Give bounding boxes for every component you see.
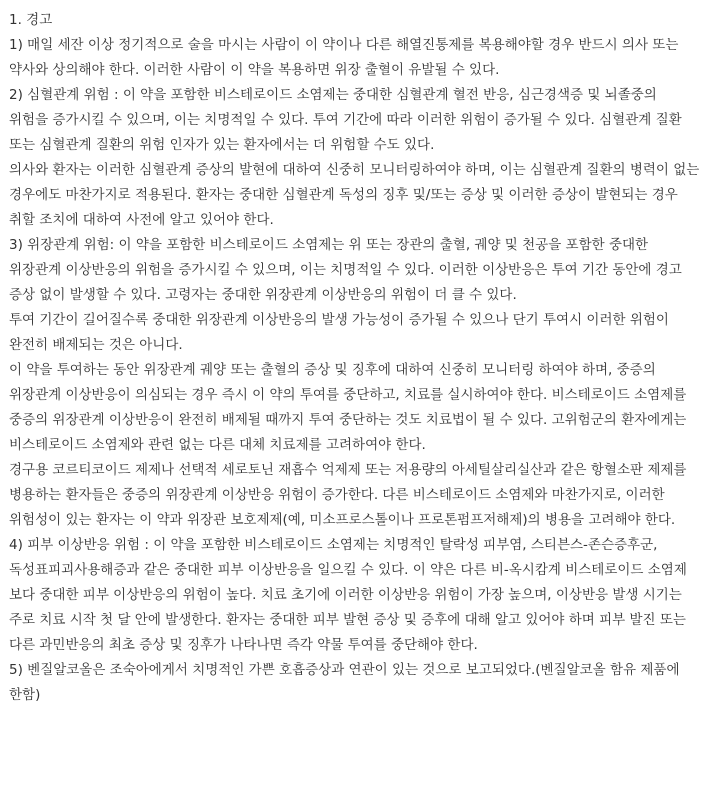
warning-item-cardiovascular: 2) 심혈관계 위험 : 이 약을 포함한 비스테로이드 소염제는 중대한 심혈관계 혈전 반응, 심근경색증 및 뇌졸중의 위험을 증가시킬 수 있으며, 이는 치명적일 수 있다. 투여 기간에 따라 이러한 위험이 증가될 수 있다. 심혈관계 질환 또는 심혈관계 질환의 위험 인자가 있는 환자에서는 더 위험할 수도 있다. [9,87,682,153]
gastrointestinal-monitoring-paragraph: 이 약을 투여하는 동안 위장관계 궤양 또는 출혈의 증상 및 징후에 대하여 신중히 모니터링 하여야 하며, 중증의 위장관계 이상반응이 의심되는 경우 즉시 이 약의 투여를 중단하고, 치료를 실시하여야 한다. 비스테로이드 소염제를 중증의 위장관계 이상반응이 완전히 배제될 때까지 투여 중단하는 것도 치료법이 될 수 있다. 고위험군의 환자에게는 비스테로이드 소염제와 관련 없는 다른 대체 치료제를 고려하여야 한다. [9,362,687,453]
combination-therapy-paragraph: 경구용 코르티코이드 제제나 선택적 세로토닌 재흡수 억제제 또는 저용량의 아세틸살리실산과 같은 항혈소판 제제를 병용하는 환자들은 중증의 위장관계 이상반응 위험이 증가한다. 다른 비스테로이드 소염제와 마찬가지로, 이러한 위험성이 있는 환자는 이 약과 위장관 보호제제(예, 미소프로스톨이나 프로톤펌프저해제)의 병용을 고려해야 한다. [9,462,687,528]
warning-item-alcohol: 1) 매일 세잔 이상 정기적으로 술을 마시는 사람이 이 약이나 다른 해열진통제를 복용해야할 경우 반드시 의사 또는 약사와 상의해야 한다. 이러한 사람이 이 약을 복용하면 위장 출혈이 유발될 수 있다. [9,37,679,78]
warning-item-benzyl-alcohol: 5) 벤질알코올은 조숙아에게서 치명적인 가쁜 호흡증상과 연관이 있는 것으로 보고되었다.(벤질알코올 함유 제품에 한함) [9,662,680,703]
gastrointestinal-duration-paragraph: 투여 기간이 길어질수록 중대한 위장관계 이상반응의 발생 가능성이 증가될 수 있으나 단기 투여시 이러한 위험이 완전히 배제되는 것은 아니다. [9,312,669,353]
section-heading: 1. 경고 [9,12,53,28]
warning-item-gastrointestinal: 3) 위장관계 위험: 이 약을 포함한 비스테로이드 소염제는 위 또는 장관의 출혈, 궤양 및 천공을 포함한 중대한 위장관계 이상반응의 위험을 증가시킬 수 있으며, 이는 치명적일 수 있다. 이러한 이상반응은 투여 기간 동안에 경고 증상 없이 발생할 수 있다. 고령자는 중대한 위장관계 이상반응의 위험이 더 클 수 있다. [9,237,682,303]
warning-item-skin: 4) 피부 이상반응 위험 : 이 약을 포함한 비스테로이드 소염제는 치명적인 탈락성 피부염, 스티븐스-존슨증후군, 독성표피괴사용해증과 같은 중대한 피부 이상반응을 일으킬 수 있다. 이 약은 다른 비-옥시캄계 비스테로이드 소염제 보다 중대한 피부 이상반응의 위험이 높다. 치료 초기에 이러한 이상반응 위험이 가장 높으며, 이상반응 발생 시기는 주로 치료 시작 첫 달 안에 발생한다. 환자는 중대한 피부 발현 증상 및 증후에 대해 알고 있어야 하며 피부 발진 또는 다른 과민반응의 최초 증상 및 징후가 나타나면 즉각 약물 투여를 중단해야 한다. [9,537,687,653]
cardiovascular-monitoring-paragraph: 의사와 환자는 이러한 심혈관계 증상의 발현에 대하여 신중히 모니터링하여야 하며, 이는 심혈관계 질환의 병력이 없는 경우에도 마찬가지로 적용된다. 환자는 중대한 심혈관계 독성의 징후 및/또는 증상 및 이러한 증상이 발현되는 경우 취할 조치에 대하여 사전에 알고 있어야 한다. [9,162,700,228]
